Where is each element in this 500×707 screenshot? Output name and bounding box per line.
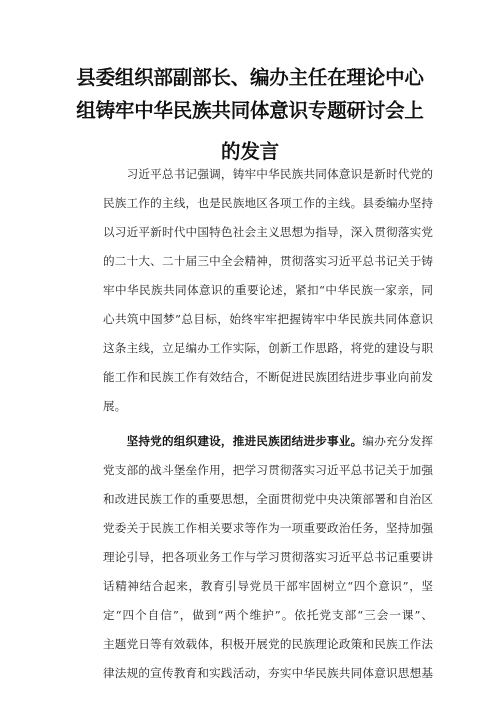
paragraph-2-line: 党委关于民族工作相关要求等作为一项重要政治任务，坚持加强 (103, 521, 433, 535)
paragraph-2-line: 理论引导，把各项业务工作与学习贯彻落实习近平总书记重要讲 (103, 550, 433, 564)
paragraph-1-line: 牢中华民族共同体意识的重要论述，紧扣“中华民族一家亲，同 (103, 283, 433, 297)
paragraph-1-line: 能工作和民族工作有效结合，不断促进民族团结进步事业向前发 (103, 370, 433, 384)
paragraph-2-first-line (103, 433, 433, 449)
paragraph-2-heading: 坚持党的组织建设，推进民族团结进步事业。 (103, 434, 363, 448)
paragraph-2-line: 党支部的战斗堡垒作用，把学习贯彻落实习近平总书记关于加强 (103, 463, 433, 477)
paragraph-2-line: 和改进民族工作的重要思想，全面贯彻党中央决策部署和自治区 (103, 492, 433, 506)
paragraph-2-line: 律法规的宣传教育和实践活动，夯实中华民族共同体意识思想基 (103, 666, 433, 680)
document-title-line-2: 组铸牢中华民族共同体意识专题研讨会上 (76, 99, 424, 122)
paragraph-2-line: 主题党日等有效载体，积极开展党的民族理论政策和民族工作法 (103, 637, 433, 651)
paragraph-1-line: 的二十大、二十届三中全会精神，贯彻落实习近平总书记关于铸 (103, 254, 433, 268)
paragraph-2-line: 话精神结合起来，教育引导党员干部牢固树立“四个意识”，坚 (103, 579, 433, 593)
paragraph-1-line: 民族工作的主线，也是民族地区各项工作的主线。县委编办坚持 (103, 196, 433, 210)
paragraph-2-lead-rest: 编办充分发挥 (362, 434, 433, 448)
paragraph-1-line: 习近平总书记强调，铸牢中华民族共同体意识是新时代党的 (103, 167, 433, 181)
paragraph-2-line: 定“四个自信”，做到“两个维护”。依托党支部“三会一课”、 (103, 608, 433, 622)
paragraph-1-line: 这条主线，立足编办工作实际，创新工作思路，将党的建设与职 (103, 341, 433, 355)
paragraph-1-line: 心共筑中国梦”总目标，始终牢牢把握铸牢中华民族共同体意识 (103, 312, 433, 326)
document-title-line-3: 的发言 (221, 140, 279, 163)
paragraph-1-line: 展。 (103, 399, 127, 413)
document-title-line-1: 县委组织部副部长、编办主任在理论中心 (76, 66, 424, 89)
paragraph-1-line: 以习近平新时代中国特色社会主义思想为指导，深入贯彻落实党 (103, 225, 433, 239)
